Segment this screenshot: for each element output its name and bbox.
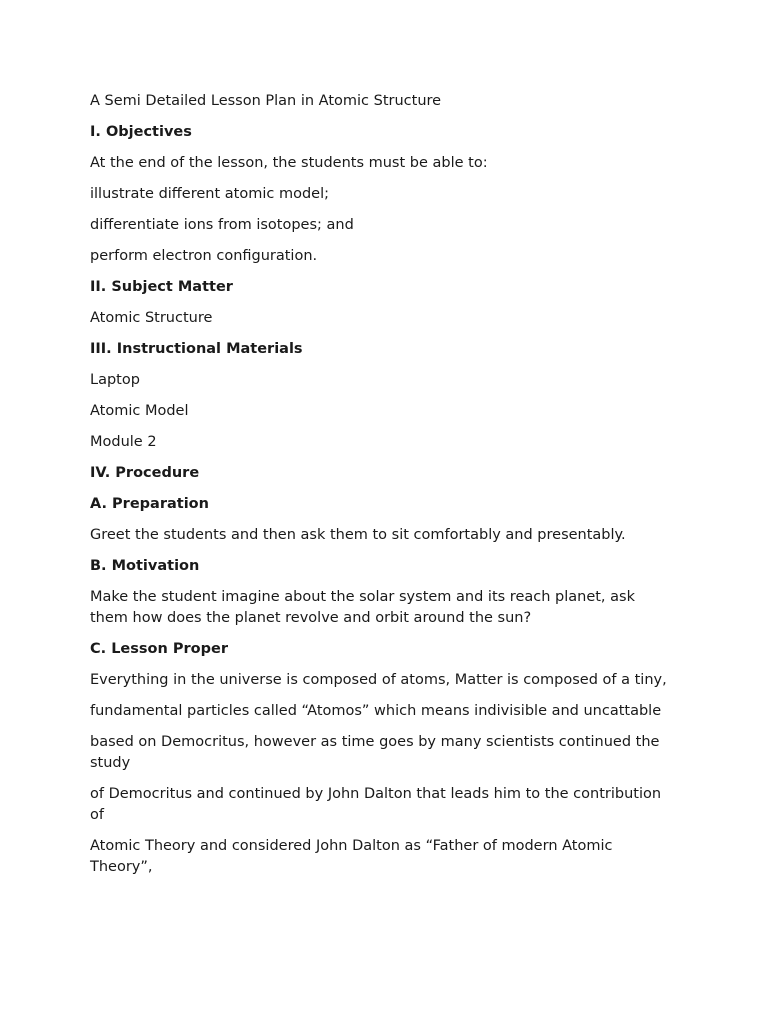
lesson-paragraph: based on Democritus, however as time goes by many scientists continued the study <box>90 734 660 771</box>
motivation-heading: B. Motivation <box>90 558 200 574</box>
lesson-paragraph: fundamental particles called “Atomos” which means indivisible and uncattable <box>90 703 662 719</box>
material-item: Module 2 <box>90 434 157 450</box>
objectives-intro: At the end of the lesson, the students must be able to: <box>90 155 488 171</box>
objectives-heading: I. Objectives <box>90 124 192 140</box>
objective-item: differentiate ions from isotopes; and <box>90 217 354 233</box>
document-title: A Semi Detailed Lesson Plan in Atomic Structure <box>90 93 442 109</box>
procedure-heading: IV. Procedure <box>90 465 200 481</box>
lesson-paragraph: Everything in the universe is composed of atoms, Matter is composed of a tiny, <box>90 672 667 688</box>
subject-matter-heading: II. Subject Matter <box>90 279 233 295</box>
preparation-text: Greet the students and then ask them to sit comfortably and presentably. <box>90 527 626 543</box>
lesson-proper-heading: C. Lesson Proper <box>90 641 228 657</box>
material-item: Laptop <box>90 372 140 388</box>
subject-matter-text: Atomic Structure <box>90 310 213 326</box>
objective-item: illustrate different atomic model; <box>90 186 329 202</box>
document-page <box>90 91 670 888</box>
material-item: Atomic Model <box>90 403 189 419</box>
materials-heading: III. Instructional Materials <box>90 341 303 357</box>
objective-item: perform electron configuration. <box>90 248 318 264</box>
lesson-paragraph: Atomic Theory and considered John Dalton as “Father of modern Atomic Theory”, <box>90 838 613 875</box>
lesson-paragraph: of Democritus and continued by John Dalton that leads him to the contribution of <box>90 786 662 823</box>
preparation-heading: A. Preparation <box>90 496 209 512</box>
motivation-text: Make the student imagine about the solar system and its reach planet, ask them how does the planet revolve and orbit around the sun? <box>90 589 635 626</box>
